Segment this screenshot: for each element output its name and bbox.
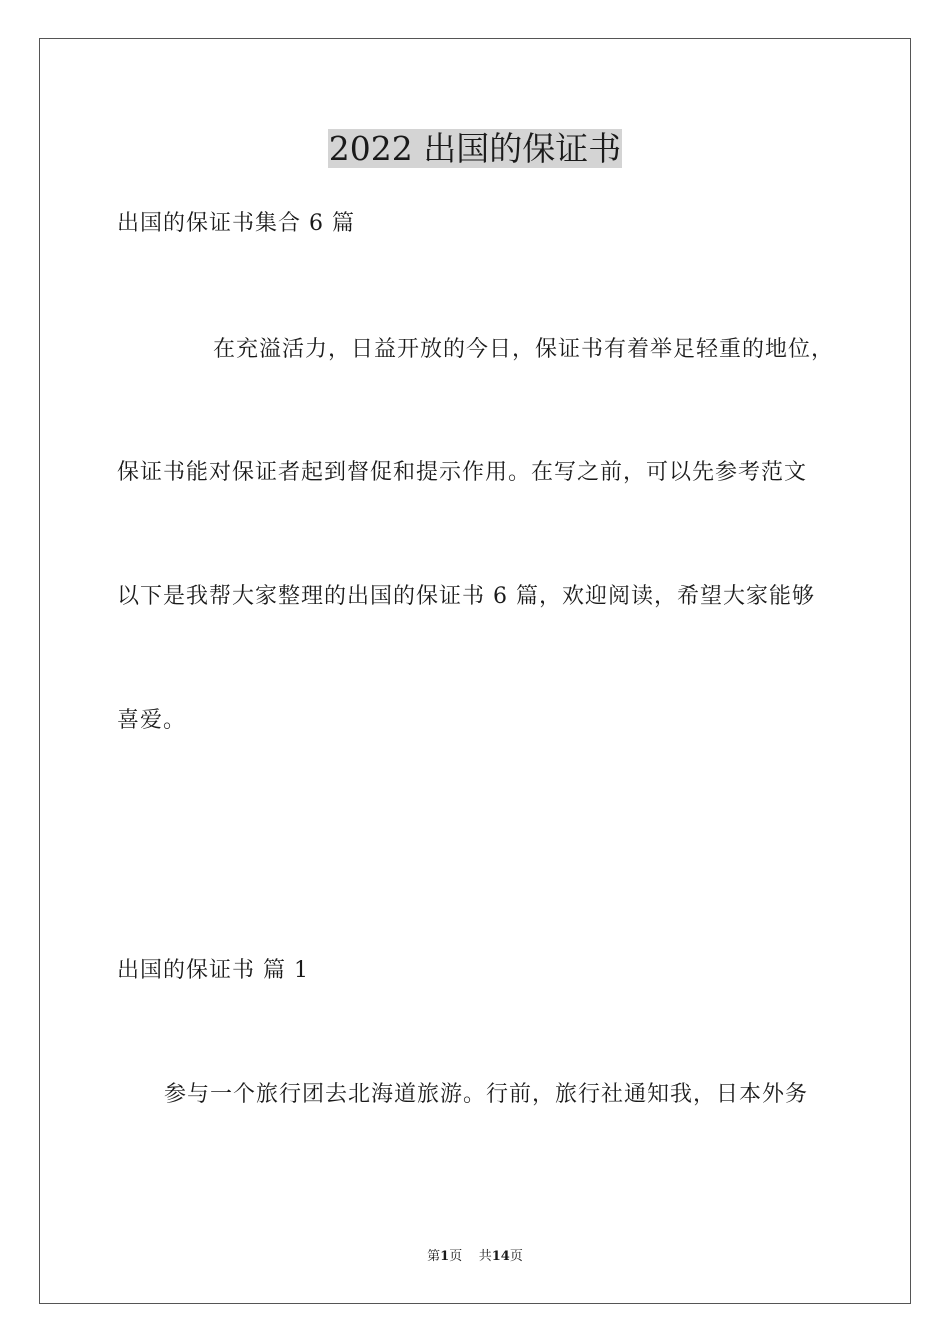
footer-total-pages: 14 [491,1249,510,1264]
footer-total-prefix: 共 [478,1249,492,1264]
intro-paragraph-line-1: 在充溢活力，日益开放的今日，保证书有着举足轻重的地位， [213,337,835,362]
collection-heading: 出国的保证书集合 6 篇 [117,211,355,236]
footer-page-number: 1 [440,1249,450,1264]
footer-page-prefix: 第 [427,1249,441,1264]
section-1-paragraph-line-1: 参与一个旅行团去北海道旅游。行前，旅行社通知我，日本外务 [164,1082,809,1107]
intro-paragraph-line-4: 喜爱。 [117,708,187,733]
footer-total-suffix: 页 [509,1249,523,1264]
section-heading-1: 出国的保证书 篇 1 [117,958,309,983]
document-title [0,128,950,170]
document-title-text: 2022 出国的保证书 [328,129,622,168]
intro-paragraph-line-2: 保证书能对保证者起到督促和提示作用。在写之前，可以先参考范文 [117,460,808,485]
page-footer [0,1248,950,1266]
footer-page-suffix: 页 [449,1249,463,1264]
intro-paragraph-line-3: 以下是我帮大家整理的出国的保证书 6 篇，欢迎阅读，希望大家能够 [117,584,815,609]
